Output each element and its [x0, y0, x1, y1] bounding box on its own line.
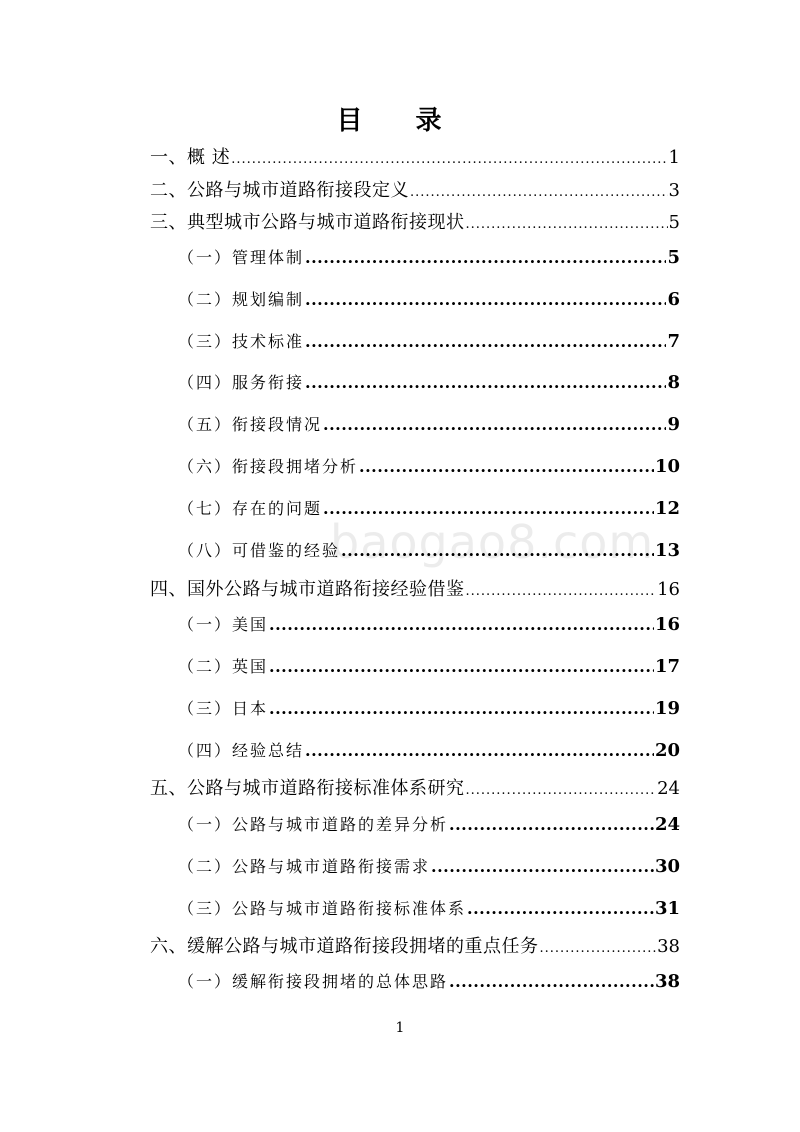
toc-entry-label: （六）衔接段拥堵分析 — [178, 457, 359, 476]
toc-entry-label: （二）规划编制 — [178, 290, 305, 309]
toc-entry[interactable] — [150, 774, 680, 804]
toc-entry[interactable] — [178, 894, 680, 924]
toc-entry-label: 六、缓解公路与城市道路衔接段拥堵的重点任务 — [150, 936, 539, 957]
dot-leader — [449, 810, 654, 840]
toc-entry-label: 四、国外公路与城市道路衔接经验借鉴 — [150, 579, 465, 600]
dot-leader — [449, 967, 654, 997]
toc-entry-page: 9 — [667, 414, 680, 435]
toc-entry[interactable] — [178, 810, 680, 840]
toc-entry-label: （三）技术标准 — [178, 332, 305, 351]
toc-entry-page: 12 — [654, 498, 680, 519]
toc-entry-page: 30 — [654, 856, 680, 877]
toc-entry[interactable] — [178, 652, 680, 682]
toc-entry-label: （一）管理体制 — [178, 248, 305, 267]
toc-entry-label: （三）日本 — [178, 699, 269, 718]
toc-entry-label: （一）缓解衔接段拥堵的总体思路 — [178, 972, 449, 991]
dot-leader — [466, 210, 668, 240]
toc-entry-label: （五）衔接段情况 — [178, 415, 323, 434]
toc-entry-page: 24 — [657, 778, 680, 799]
dot-leader — [540, 934, 657, 964]
dot-leader — [466, 776, 657, 806]
toc-entry[interactable] — [150, 143, 680, 173]
dot-leader — [305, 285, 666, 315]
toc-entry[interactable] — [178, 410, 680, 440]
toc-entry[interactable] — [178, 967, 680, 997]
toc-entry[interactable] — [150, 208, 680, 238]
toc-entry-label: （八）可借鉴的经验 — [178, 541, 341, 560]
dot-leader — [466, 577, 657, 607]
dot-leader — [305, 327, 666, 357]
toc-entry-page: 1 — [668, 147, 680, 168]
dot-leader — [323, 494, 654, 524]
toc-entry-page: 19 — [654, 698, 680, 719]
toc-entry-page: 5 — [668, 212, 680, 233]
toc-entry-page: 38 — [657, 936, 680, 957]
toc-entry-page: 31 — [654, 898, 680, 919]
dot-leader — [305, 368, 666, 398]
toc-entry[interactable] — [178, 452, 680, 482]
toc-entry[interactable] — [178, 494, 680, 524]
toc-entry-label: （四）经验总结 — [178, 741, 305, 760]
toc-entry-label: （七）存在的问题 — [178, 499, 323, 518]
toc-entry-label: 五、公路与城市道路衔接标准体系研究 — [150, 778, 465, 799]
dot-leader — [341, 536, 654, 566]
toc-entry-page: 5 — [667, 247, 680, 268]
dot-leader — [269, 694, 654, 724]
toc-entry[interactable] — [178, 610, 680, 640]
dot-leader — [305, 736, 654, 766]
toc-entry-label: 一、概 述 — [150, 147, 231, 168]
toc-entry[interactable] — [178, 694, 680, 724]
toc-entry[interactable] — [178, 852, 680, 882]
dot-leader — [269, 610, 654, 640]
watermark: baogao8.com — [330, 515, 655, 569]
toc-entry-page: 38 — [654, 971, 680, 992]
toc-entry-page: 13 — [654, 540, 680, 561]
toc-title: 目 录 — [336, 106, 464, 136]
toc-entry-label: （三）公路与城市道路衔接标准体系 — [178, 899, 467, 918]
toc-entry-label: 三、典型城市公路与城市道路衔接现状 — [150, 212, 465, 233]
dot-leader — [431, 852, 654, 882]
dot-leader — [467, 894, 654, 924]
toc-entry[interactable] — [178, 327, 680, 357]
toc-entry-label: （二）公路与城市道路衔接需求 — [178, 857, 431, 876]
dot-leader — [323, 410, 666, 440]
toc-entry-page: 8 — [667, 372, 680, 393]
dot-leader — [305, 243, 666, 273]
toc-entry-page: 24 — [654, 814, 680, 835]
toc-entry-page: 16 — [657, 579, 680, 600]
toc-entry-page: 20 — [654, 740, 680, 761]
toc-entry[interactable] — [178, 736, 680, 766]
toc-entry[interactable] — [178, 368, 680, 398]
toc-entry[interactable] — [150, 575, 680, 605]
toc-entry[interactable] — [178, 243, 680, 273]
dot-leader — [269, 652, 654, 682]
toc-entry-label: （二）英国 — [178, 657, 269, 676]
toc-entry-page: 7 — [667, 331, 680, 352]
toc-entry-page: 17 — [654, 656, 680, 677]
toc-entry-label: （一）公路与城市道路的差异分析 — [178, 815, 449, 834]
toc-entry-label: （四）服务衔接 — [178, 373, 305, 392]
dot-leader — [231, 145, 667, 175]
toc-entry[interactable] — [178, 285, 680, 315]
dot-leader — [359, 452, 654, 482]
toc-entry[interactable] — [150, 932, 680, 962]
dot-leader — [410, 178, 668, 208]
toc-entry-label: 二、公路与城市道路衔接段定义 — [150, 180, 409, 201]
toc-entry[interactable] — [178, 536, 680, 566]
page-number: 1 — [395, 1020, 405, 1036]
toc-entry-label: （一）美国 — [178, 615, 269, 634]
toc-entry-page: 6 — [667, 289, 680, 310]
toc-entry-page: 3 — [668, 180, 680, 201]
toc-entry[interactable] — [150, 176, 680, 206]
toc-entry-page: 10 — [654, 456, 680, 477]
toc-entry-page: 16 — [654, 614, 680, 635]
